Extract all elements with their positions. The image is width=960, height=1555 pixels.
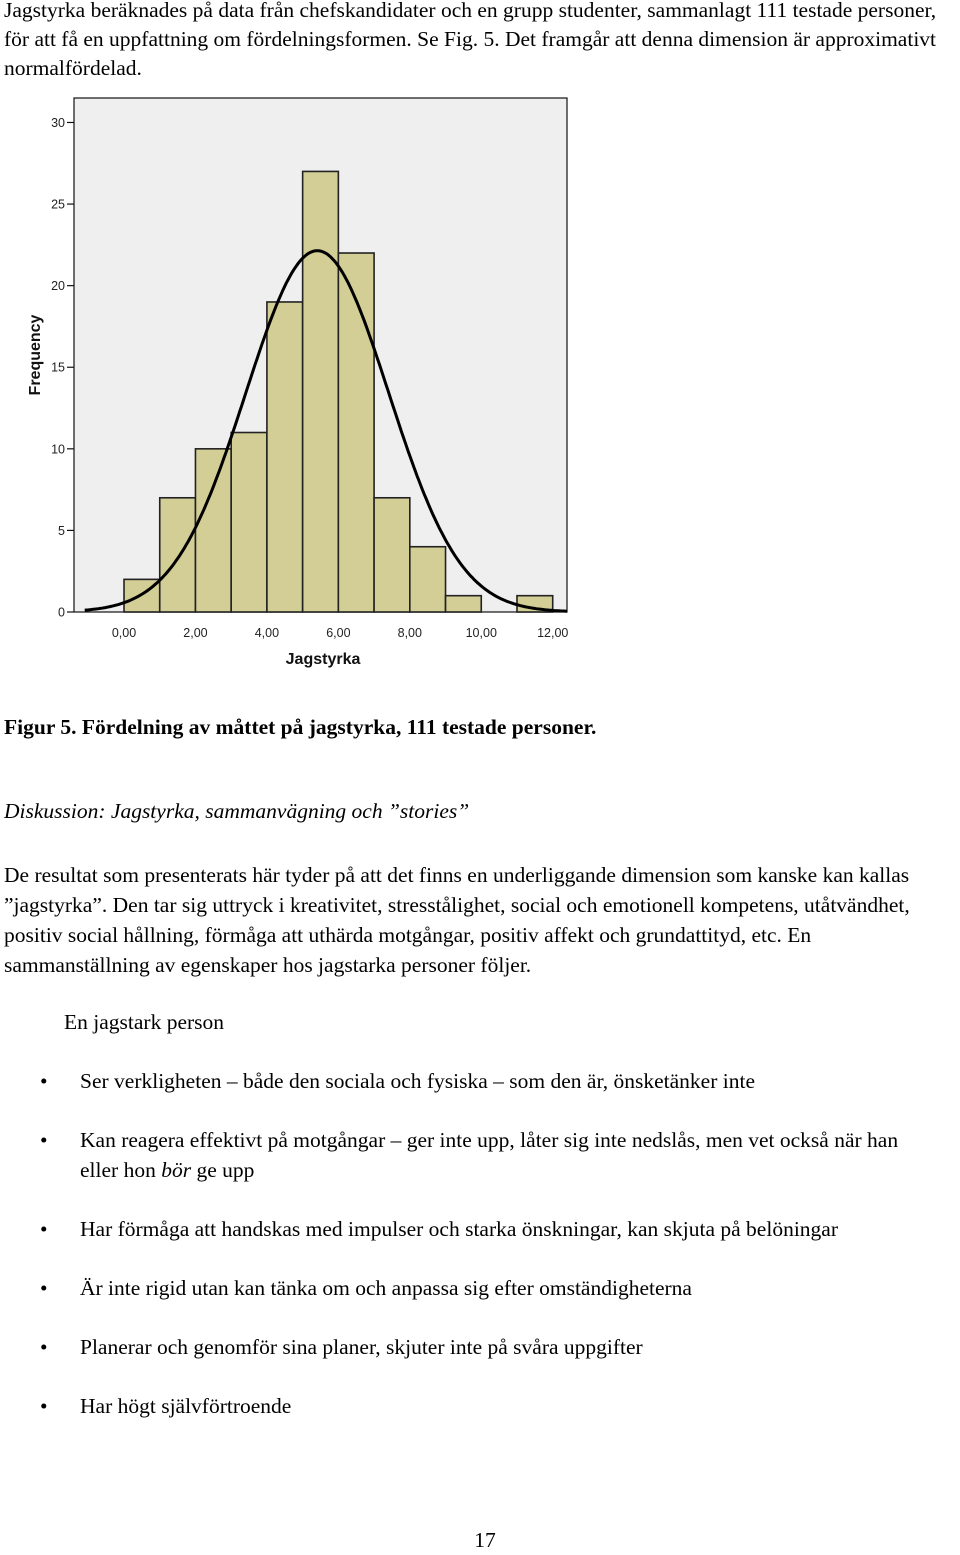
list-intro: En jagstark person [64,1010,225,1034]
bullet-icon: • [40,1335,48,1359]
list-item [0,1391,940,1421]
y-tick-label: 10 [51,442,65,457]
figure-caption: Figur 5. Fördelning av måttet på jagstyrka, 111 testade personer. [4,715,597,739]
bullet-icon: • [40,1069,48,1093]
histogram-chart [0,90,590,680]
histogram-bar [303,171,339,612]
list-item-text: Har förmåga att handskas med impulser och starka önskningar, kan skjuta på belöningar [80,1217,838,1241]
list-item-text: Planerar och genomför sina planer, skjuter inte på svåra uppgifter [80,1335,643,1359]
y-tick-label: 0 [58,605,65,620]
y-tick-label: 25 [51,197,65,212]
list-item [0,1066,940,1096]
bullet-icon: • [40,1128,48,1152]
list-item [0,1214,940,1244]
list-item-emphasis: bör [161,1158,192,1182]
list-item-text: Ser verkligheten – både den sociala och fysiska – som den är, önsketänker inte [80,1069,755,1093]
body-paragraph: De resultat som presenterats här tyder på att det finns en underliggande dimension som kanske kan kallas ”jagstyrka”. Den tar sig uttryck i kreativitet, stresstålighet, social och emotionell kompetens, utåtvändhet, positiv social hållning, förmåga att uthärda motgångar, positiv affekt och grundattityd, etc. En sammanställning av egenskaper hos jagstarka personer följer. [4,863,910,977]
x-axis-title: Jagstyrka [285,651,361,668]
list-item-text: Är inte rigid utan kan tänka om och anpassa sig efter omständigheterna [80,1276,692,1300]
intro-paragraph: Jagstyrka beräknades på data från chefskandidater och en grupp studenter, sammanlagt 111 testade personer, för att få en uppfattning om fördelningsformen. Se Fig. 5. Det framgår att denna dimension är approximativt normalfördelad. [4,0,937,80]
histogram-bar [160,498,196,612]
histogram-bar [410,547,446,612]
histogram-bar [446,596,482,612]
histogram-bar [231,433,267,612]
y-tick-label: 20 [51,279,65,294]
histogram-bar [195,449,231,612]
x-tick-label: 6,00 [326,626,351,640]
x-tick-label: 12,00 [537,626,569,640]
bullet-icon: • [40,1276,48,1300]
list-item [0,1332,940,1362]
list-item [0,1125,940,1185]
list-item-text: Har högt självförtroende [80,1394,292,1418]
histogram-bar [338,253,374,612]
list-item-text: Kan reagera effektivt på motgångar – ger inte upp, låter sig inte nedslås, men vet också när han eller hon [80,1128,899,1182]
x-tick-label: 8,00 [397,626,422,640]
y-axis-title: Frequency [27,314,44,396]
histogram-bar [374,498,410,612]
y-tick-label: 30 [51,115,65,130]
x-tick-label: 0,00 [111,626,137,640]
x-tick-label: 2,00 [183,626,208,640]
page-number: 17 [474,1528,496,1552]
x-tick-label: 10,00 [465,626,497,640]
histogram-bar [267,302,303,612]
y-tick-label: 5 [58,523,65,538]
trait-list [0,1066,940,1450]
y-tick-label: 15 [51,360,65,375]
list-item-text-end: ge upp [191,1158,255,1182]
bullet-icon: • [40,1394,48,1418]
list-item [0,1273,940,1303]
bullet-icon: • [40,1217,48,1241]
x-tick-label: 4,00 [254,626,280,640]
section-heading: Diskussion: Jagstyrka, sammanvägning och ”stories” [4,799,470,823]
